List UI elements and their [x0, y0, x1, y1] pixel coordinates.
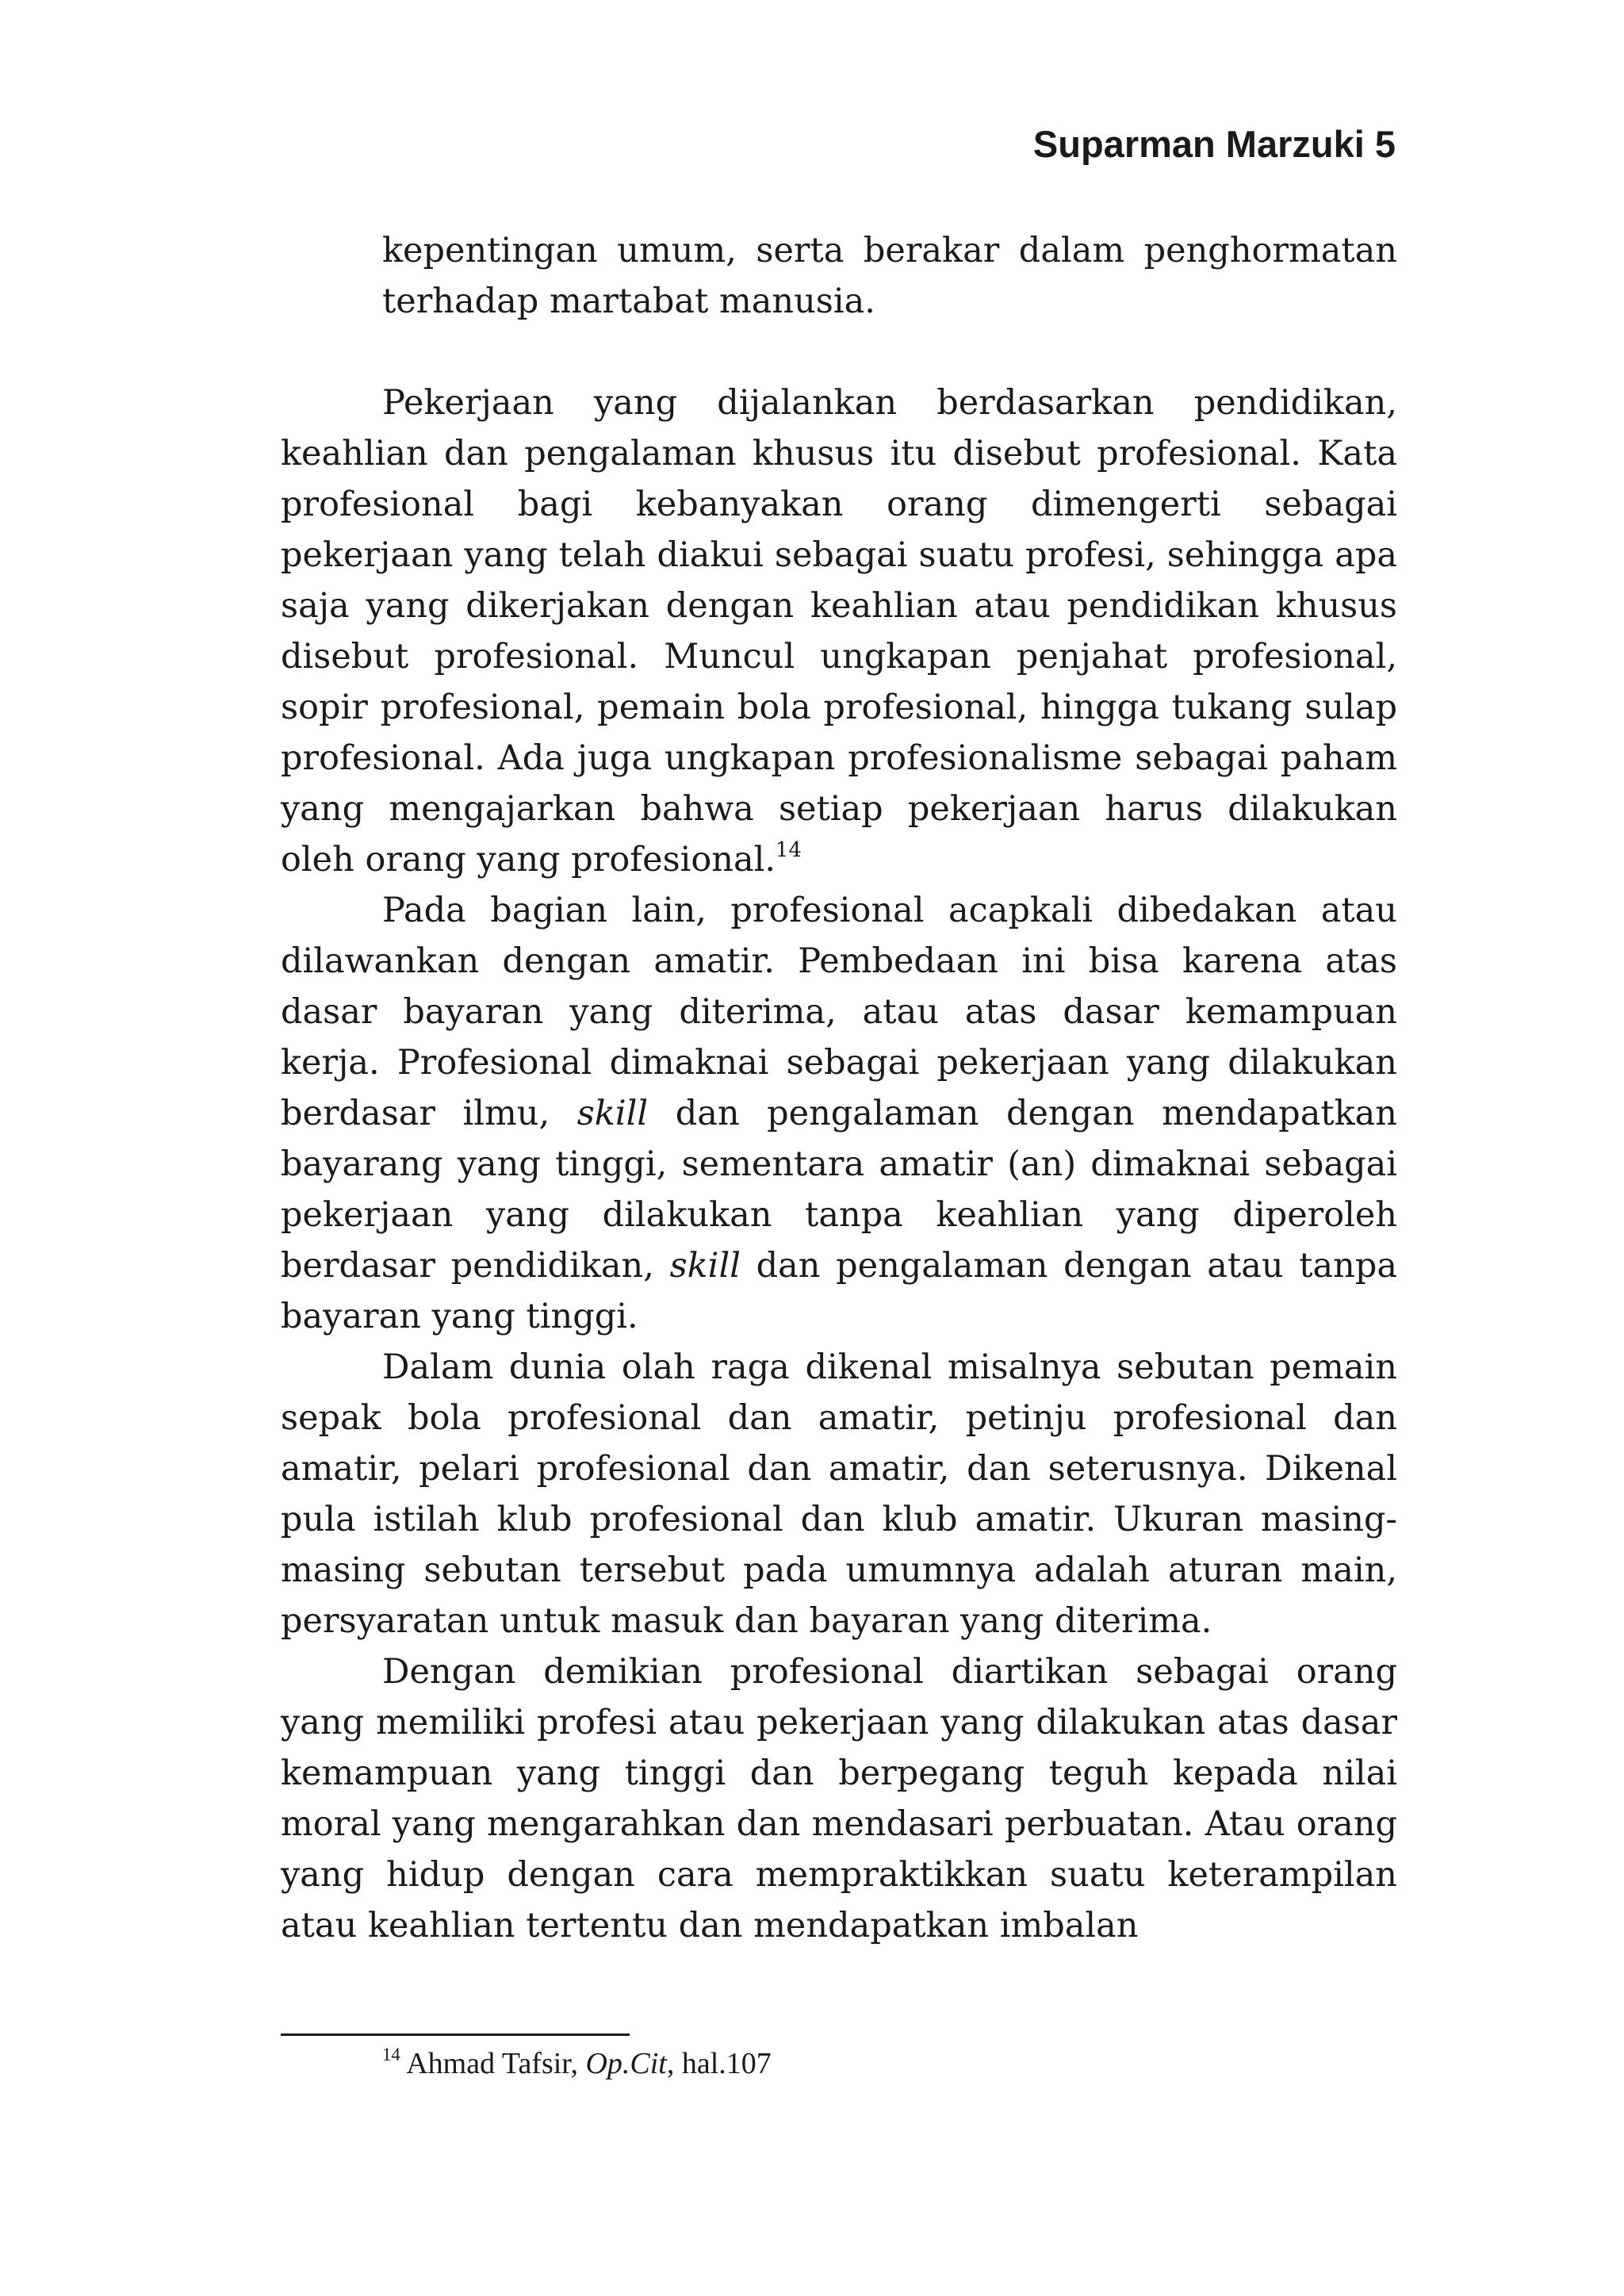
- paragraph-sports: Dalam dunia olah raga dikenal misalnya sebutan pemain sepak bola profesional dan amatir, petinju profesional dan amatir, pelari profesional dan amatir, dan seterusnya. Dikenal pula istilah klub profesional dan klub amatir. Ukuran masing-masing sebutan tersebut pada umumnya adalah aturan main, persyaratan untuk masuk dan bayaran yang diterima.: [281, 1347, 1397, 1641]
- footnote-number: 14: [382, 2045, 400, 2065]
- running-head: Suparman Marzuki 5: [1032, 123, 1396, 165]
- paragraph-text-segment: dan pengalaman dengan mendapatkan bayarang yang tinggi, sementara amatir (an) dimaknai sebagai pekerjaan yang dilakukan tanpa keahlian yang diperoleh berdasar pendidikan,: [281, 1094, 1397, 1286]
- footnote-separator: [281, 2033, 630, 2036]
- footnote: [382, 2041, 772, 2086]
- italic-term-skill: skill: [576, 1094, 649, 1133]
- paragraph-text-segment: dan pengalaman dengan atau tanpa bayaran yang tinggi.: [281, 1246, 1397, 1336]
- footnote-author: Ahmad Tafsir,: [406, 2047, 586, 2080]
- paragraph-conclusion: Dengan demikian profesional diartikan sebagai orang yang memiliki profesi atau pekerjaan yang dilakukan atas dasar kemampuan yang tinggi dan berpegang teguh kepada nilai moral yang mengarahkan dan mendasari perbuatan. Atau orang yang hidup dengan cara mempraktikkan suatu keterampilan atau keahlian tertentu dan mendapatkan imbalan: [281, 1652, 1397, 1945]
- footnote-reference[interactable]: 14: [776, 838, 802, 862]
- paragraph-professional-definition-text: Pekerjaan yang dijalankan berdasarkan pendidikan, keahlian dan pengalaman khusus itu disebut profesional. Kata profesional bagi kebanyakan orang dimengerti sebagai pekerjaan yang telah diakui sebagai suatu profesi, sehingga apa saja yang dikerjakan dengan keahlian atau pendidikan khusus disebut profesional. Muncul ungkapan penjahat profesional, sopir profesional, pemain bola profesional, hingga tukang sulap profesional. Ada juga ungkapan profesionalisme sebagai paham yang mengajarkan bahwa setiap pekerjaan harus dilakukan oleh orang yang profesional.: [281, 383, 1397, 880]
- paragraph-text-segment: Pada bagian lain, profesional acapkali dibedakan atau dilawankan dengan amatir. Pembedaan ini bisa karena atas dasar bayaran yang diterima, atau atas dasar kemampuan kerja. Profesional dimaknai sebagai pekerjaan yang dilakukan berdasar ilmu,: [281, 891, 1397, 1133]
- paragraph-professional-vs-amateur: [281, 885, 1397, 1342]
- footnote-source: Op.Cit: [585, 2047, 667, 2080]
- italic-term-skill: skill: [669, 1246, 741, 1286]
- body-text: [281, 225, 1397, 1951]
- footnote-page: , hal.107: [666, 2047, 772, 2080]
- paragraph-quote-continuation: kepentingan umum, serta berakar dalam penghormatan terhadap martabat manusia.: [382, 231, 1397, 321]
- paragraph-professional-definition: [281, 378, 1397, 885]
